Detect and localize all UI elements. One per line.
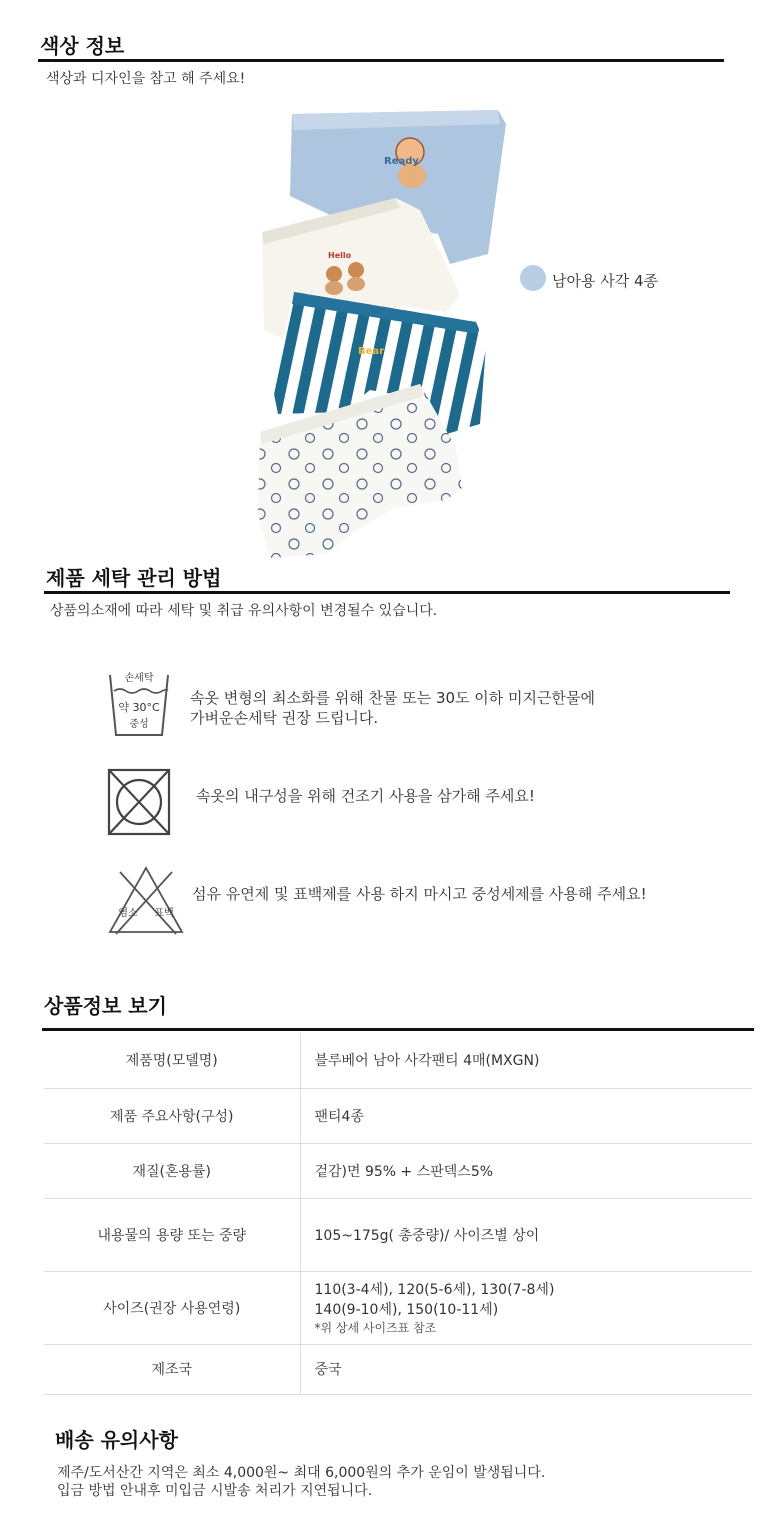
info-value-size-line2: 140(9-10세), 150(10-11세) [314, 1302, 499, 1318]
care-item-hand-wash [190, 688, 595, 728]
blue-brief-print: Ready [384, 156, 419, 167]
product-info-table [44, 1033, 752, 1395]
table-row [44, 1344, 752, 1394]
table-row [44, 1143, 752, 1198]
hand-wash-temp: 약 30°C [118, 701, 160, 714]
color-swatch-label: 남아용 사각 4종 [552, 272, 659, 290]
info-value-composition: 팬티4종 [300, 1088, 752, 1143]
info-label-composition: 제품 주요사항(구성) [44, 1088, 300, 1143]
shipping-section-title: 배송 유의사항 [55, 1428, 178, 1452]
no-tumble-dry-icon [106, 766, 172, 838]
info-label-product-name: 제품명(모델명) [44, 1033, 300, 1088]
striped-brief-print: Bear [358, 346, 385, 357]
white-brief-print: Hello [328, 251, 352, 260]
info-label-origin: 제조국 [44, 1344, 300, 1394]
info-value-size [300, 1271, 752, 1344]
care-section-subtitle: 상품의소재에 따라 세탁 및 취급 유의사항이 변경될수 있습니다. [50, 603, 438, 619]
color-section-title: 색상 정보 [40, 34, 125, 58]
hand-wash-label: 손세탁 [124, 673, 154, 684]
no-bleach-left-label: 염소 [118, 908, 138, 919]
table-row [44, 1088, 752, 1143]
table-row [44, 1198, 752, 1271]
info-value-weight: 105~175g( 총중량)/ 사이즈별 상이 [300, 1198, 752, 1271]
care-section-divider [44, 591, 730, 594]
info-section-title: 상품정보 보기 [44, 994, 167, 1018]
table-row [44, 1033, 752, 1088]
info-value-size-note: *위 상세 사이즈표 참조 [314, 1321, 437, 1335]
info-label-material: 재질(혼용률) [44, 1143, 300, 1198]
shipping-note-line2: 입금 방법 안내후 미입금 시발송 처리가 지연됩니다. [57, 1483, 373, 1499]
table-row [44, 1271, 752, 1344]
info-section-divider [42, 1028, 754, 1031]
info-value-material: 겉감)면 95% + 스판덱스5% [300, 1143, 752, 1198]
color-section-subtitle: 색상과 디자인을 참고 해 주세요! [46, 71, 246, 87]
care-item-no-dryer: 속옷의 내구성을 위해 건조기 사용을 삼가해 주세요! [196, 787, 535, 805]
color-section-divider [38, 59, 724, 62]
product-image [250, 84, 510, 564]
care-section-title: 제품 세탁 관리 방법 [46, 566, 222, 590]
info-value-product-name: 블루베어 남아 사각팬티 4매(MXGN) [300, 1033, 752, 1088]
care-item-hand-wash-line2: 가벼운손세탁 권장 드립니다. [190, 709, 379, 727]
info-label-weight: 내용물의 용량 또는 중량 [44, 1198, 300, 1271]
info-label-size: 사이즈(권장 사용연령) [44, 1271, 300, 1344]
color-swatch[interactable] [520, 265, 546, 291]
hand-wash-icon [108, 667, 170, 739]
hand-wash-detergent: 중성 [129, 719, 149, 730]
no-bleach-right-label: 표백 [154, 908, 174, 919]
no-bleach-icon [106, 864, 186, 936]
shipping-note-line1: 제주/도서산간 지역은 최소 4,000원~ 최대 6,000원의 추가 운임이 발생됩니다. [57, 1465, 546, 1481]
info-value-size-line1: 110(3-4세), 120(5-6세), 130(7-8세) [314, 1282, 555, 1298]
info-value-origin: 중국 [300, 1344, 752, 1394]
care-item-no-bleach: 섬유 유연제 및 표백제를 사용 하지 마시고 중성세제를 사용해 주세요! [192, 885, 647, 903]
care-item-hand-wash-line1: 속옷 변형의 최소화를 위해 찬물 또는 30도 이하 미지근한물에 [190, 689, 595, 707]
